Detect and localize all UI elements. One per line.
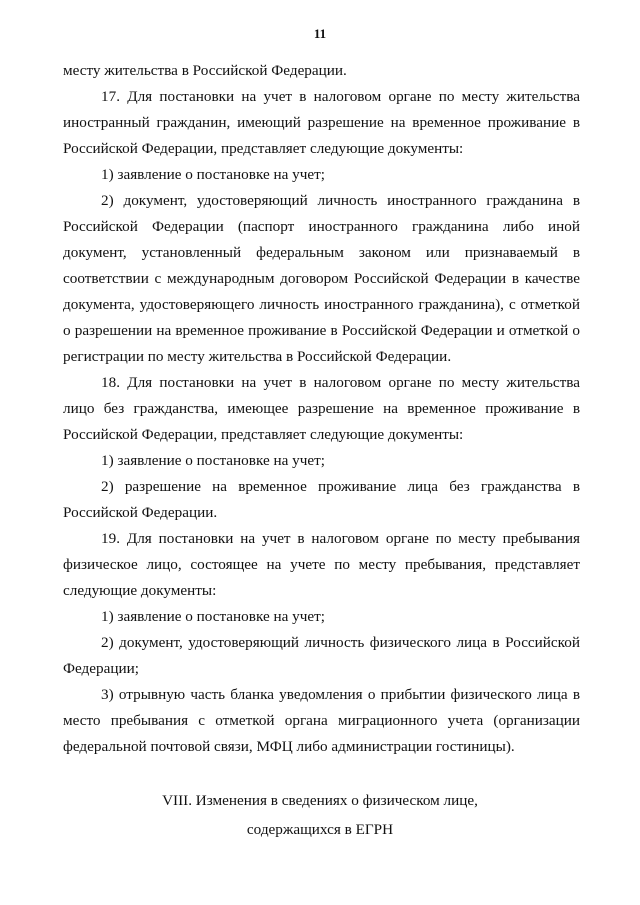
paragraph-17-subitem-2: 2) документ, удостоверяющий личность иностранного гражданина в Российской Федерации (паспорт иностранного гражданина либо иной документ, установленный федеральным законом или признаваемый в соответствии с международным договором Российской Федерации в качестве документа, удостоверяющего личность иностранного гражданина), с отметкой о разрешении на временное проживание в Российской Федерации и отметкой о регистрации по месту жительства в Российской Федерации. — [63, 192, 580, 365]
paragraph-19-subitem-1: 1) заявление о постановке на учет; — [101, 608, 325, 625]
section-heading-line-1: VIII. Изменения в сведениях о физическом лице, — [162, 792, 478, 809]
paragraph-19-subitem-3: 3) отрывную часть бланка уведомления о прибытии физического лица в место пребывания с отметкой органа миграционного учета (организации федеральной почтовой связи, МФЦ либо администрации гостиницы). — [63, 686, 580, 755]
page-number: 11 — [313, 26, 327, 41]
paragraph-item-17: 17. Для постановки на учет в налоговом органе по месту жительства иностранный гражданин, имеющий разрешение на временное проживание в Российской Федерации, представляет следующие документы: — [63, 88, 580, 157]
document-body — [63, 58, 580, 760]
paragraph-18-subitem-1: 1) заявление о постановке на учет; — [101, 452, 325, 469]
paragraph-18-subitem-2: 2) разрешение на временное проживание лица без гражданства в Российской Федерации. — [63, 478, 580, 521]
section-heading-line-2: содержащихся в ЕГРН — [246, 821, 394, 838]
paragraph-19-subitem-2: 2) документ, удостоверяющий личность физического лица в Российской Федерации; — [63, 634, 580, 677]
paragraph-item-19: 19. Для постановки на учет в налоговом органе по месту пребывания физическое лицо, состоящее на учете по месту пребывания, представляет следующие документы: — [63, 530, 580, 599]
paragraph-item-18: 18. Для постановки на учет в налоговом органе по месту жительства лицо без гражданства, имеющее разрешение на временное проживание в Российской Федерации, представляет следующие документы: — [63, 374, 580, 443]
paragraph-17-subitem-1: 1) заявление о постановке на учет; — [101, 166, 325, 183]
paragraph-continuation: месту жительства в Российской Федерации. — [63, 62, 347, 79]
